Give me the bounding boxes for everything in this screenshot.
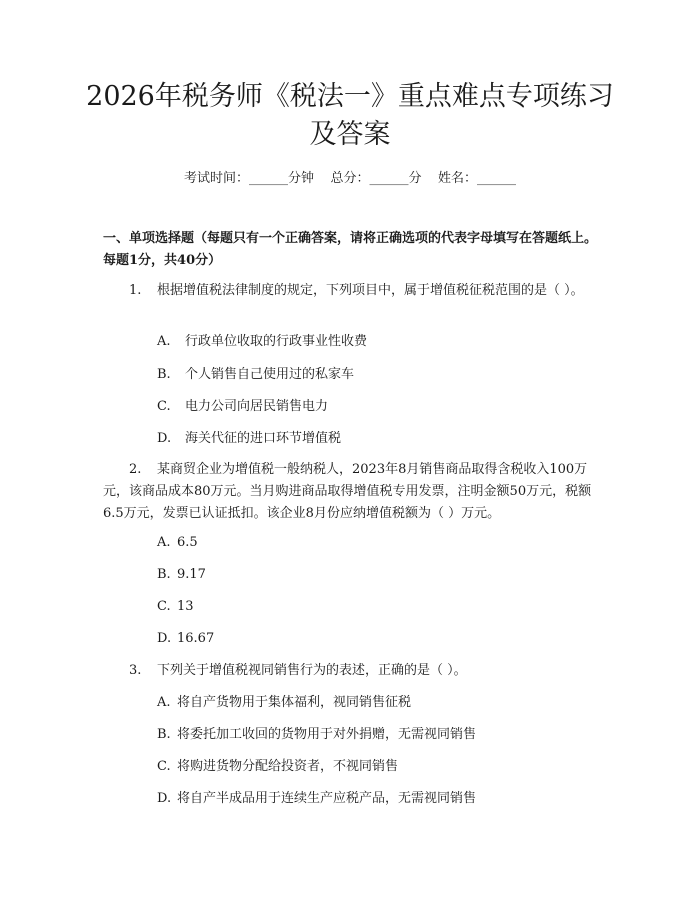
option-letter: C. xyxy=(157,759,171,774)
option-letter: A. xyxy=(157,535,171,550)
option-letter: B. xyxy=(157,367,171,382)
option-letter: B. xyxy=(157,727,171,742)
option-letter: C. xyxy=(157,399,171,414)
option-text: 6.5 xyxy=(177,535,198,550)
question-text: 根据增值税法律制度的规定，下列项目中，属于增值税征税范围的是（ ）。 xyxy=(157,283,584,298)
question-3-option-c xyxy=(157,758,597,776)
question-number: 2. xyxy=(129,462,142,477)
question-number: 1. xyxy=(129,283,142,298)
question-2-option-b xyxy=(157,566,597,584)
option-text: 将委托加工收回的货物用于对外捐赠，无需视同销售 xyxy=(177,727,477,742)
option-text: 电力公司向居民销售电力 xyxy=(185,399,329,414)
document-title: 2026年税务师《税法一》重点难点专项练习及答案 xyxy=(86,81,614,150)
question-text: 某商贸企业为增值税一般纳税人，2023年8月销售商品取得含税收入100万元，该商品成本80万元。当月购进商品取得增值税专用发票，注明金额50万元，税额6.5万元，发票已认证抵扣。该企业8月份应纳增值税额为（ ）万元。 xyxy=(103,462,592,521)
section-heading: 一、单项选择题（每题只有一个正确答案，请将正确选项的代表字母填写在答题纸上。每题1分，共40分） xyxy=(103,231,598,268)
option-text: 将自产半成品用于连续生产应税产品，无需视同销售 xyxy=(177,791,477,806)
question-3-option-a xyxy=(157,694,597,712)
question-number: 3. xyxy=(129,663,142,678)
option-letter: A. xyxy=(157,334,171,349)
option-text: 将自产货物用于集体福利，视同销售征税 xyxy=(177,695,412,710)
question-1-stem xyxy=(103,280,603,302)
question-1-option-b xyxy=(157,366,597,384)
question-2-option-c xyxy=(157,598,597,616)
question-1-option-c xyxy=(157,398,597,416)
question-3-stem xyxy=(103,660,603,682)
question-2-stem xyxy=(103,459,603,525)
question-3-option-d xyxy=(157,790,597,808)
option-text: 行政单位收取的行政事业性收费 xyxy=(185,334,368,349)
option-text: 9.17 xyxy=(177,567,206,582)
option-letter: D. xyxy=(157,791,172,806)
question-1-option-a xyxy=(157,333,597,351)
question-text: 下列关于增值税视同销售行为的表述，正确的是（ ）。 xyxy=(157,663,467,678)
exam-info-line: 考试时间：______分钟 总分：______分 姓名：______ xyxy=(183,171,517,186)
option-letter: D. xyxy=(157,631,172,646)
question-3-option-b xyxy=(157,726,597,744)
question-2-option-a xyxy=(157,534,597,552)
option-letter: B. xyxy=(157,567,171,582)
option-text: 16.67 xyxy=(177,631,215,646)
option-text: 个人销售自己使用过的私家车 xyxy=(185,367,355,382)
option-letter: A. xyxy=(157,695,171,710)
question-2-option-d xyxy=(157,630,597,648)
option-text: 将购进货物分配给投资者，不视同销售 xyxy=(177,759,399,774)
option-letter: C. xyxy=(157,599,171,614)
question-1-option-d xyxy=(157,430,597,448)
option-letter: D. xyxy=(157,431,172,446)
option-text: 13 xyxy=(177,599,194,614)
option-text: 海关代征的进口环节增值税 xyxy=(185,431,342,446)
